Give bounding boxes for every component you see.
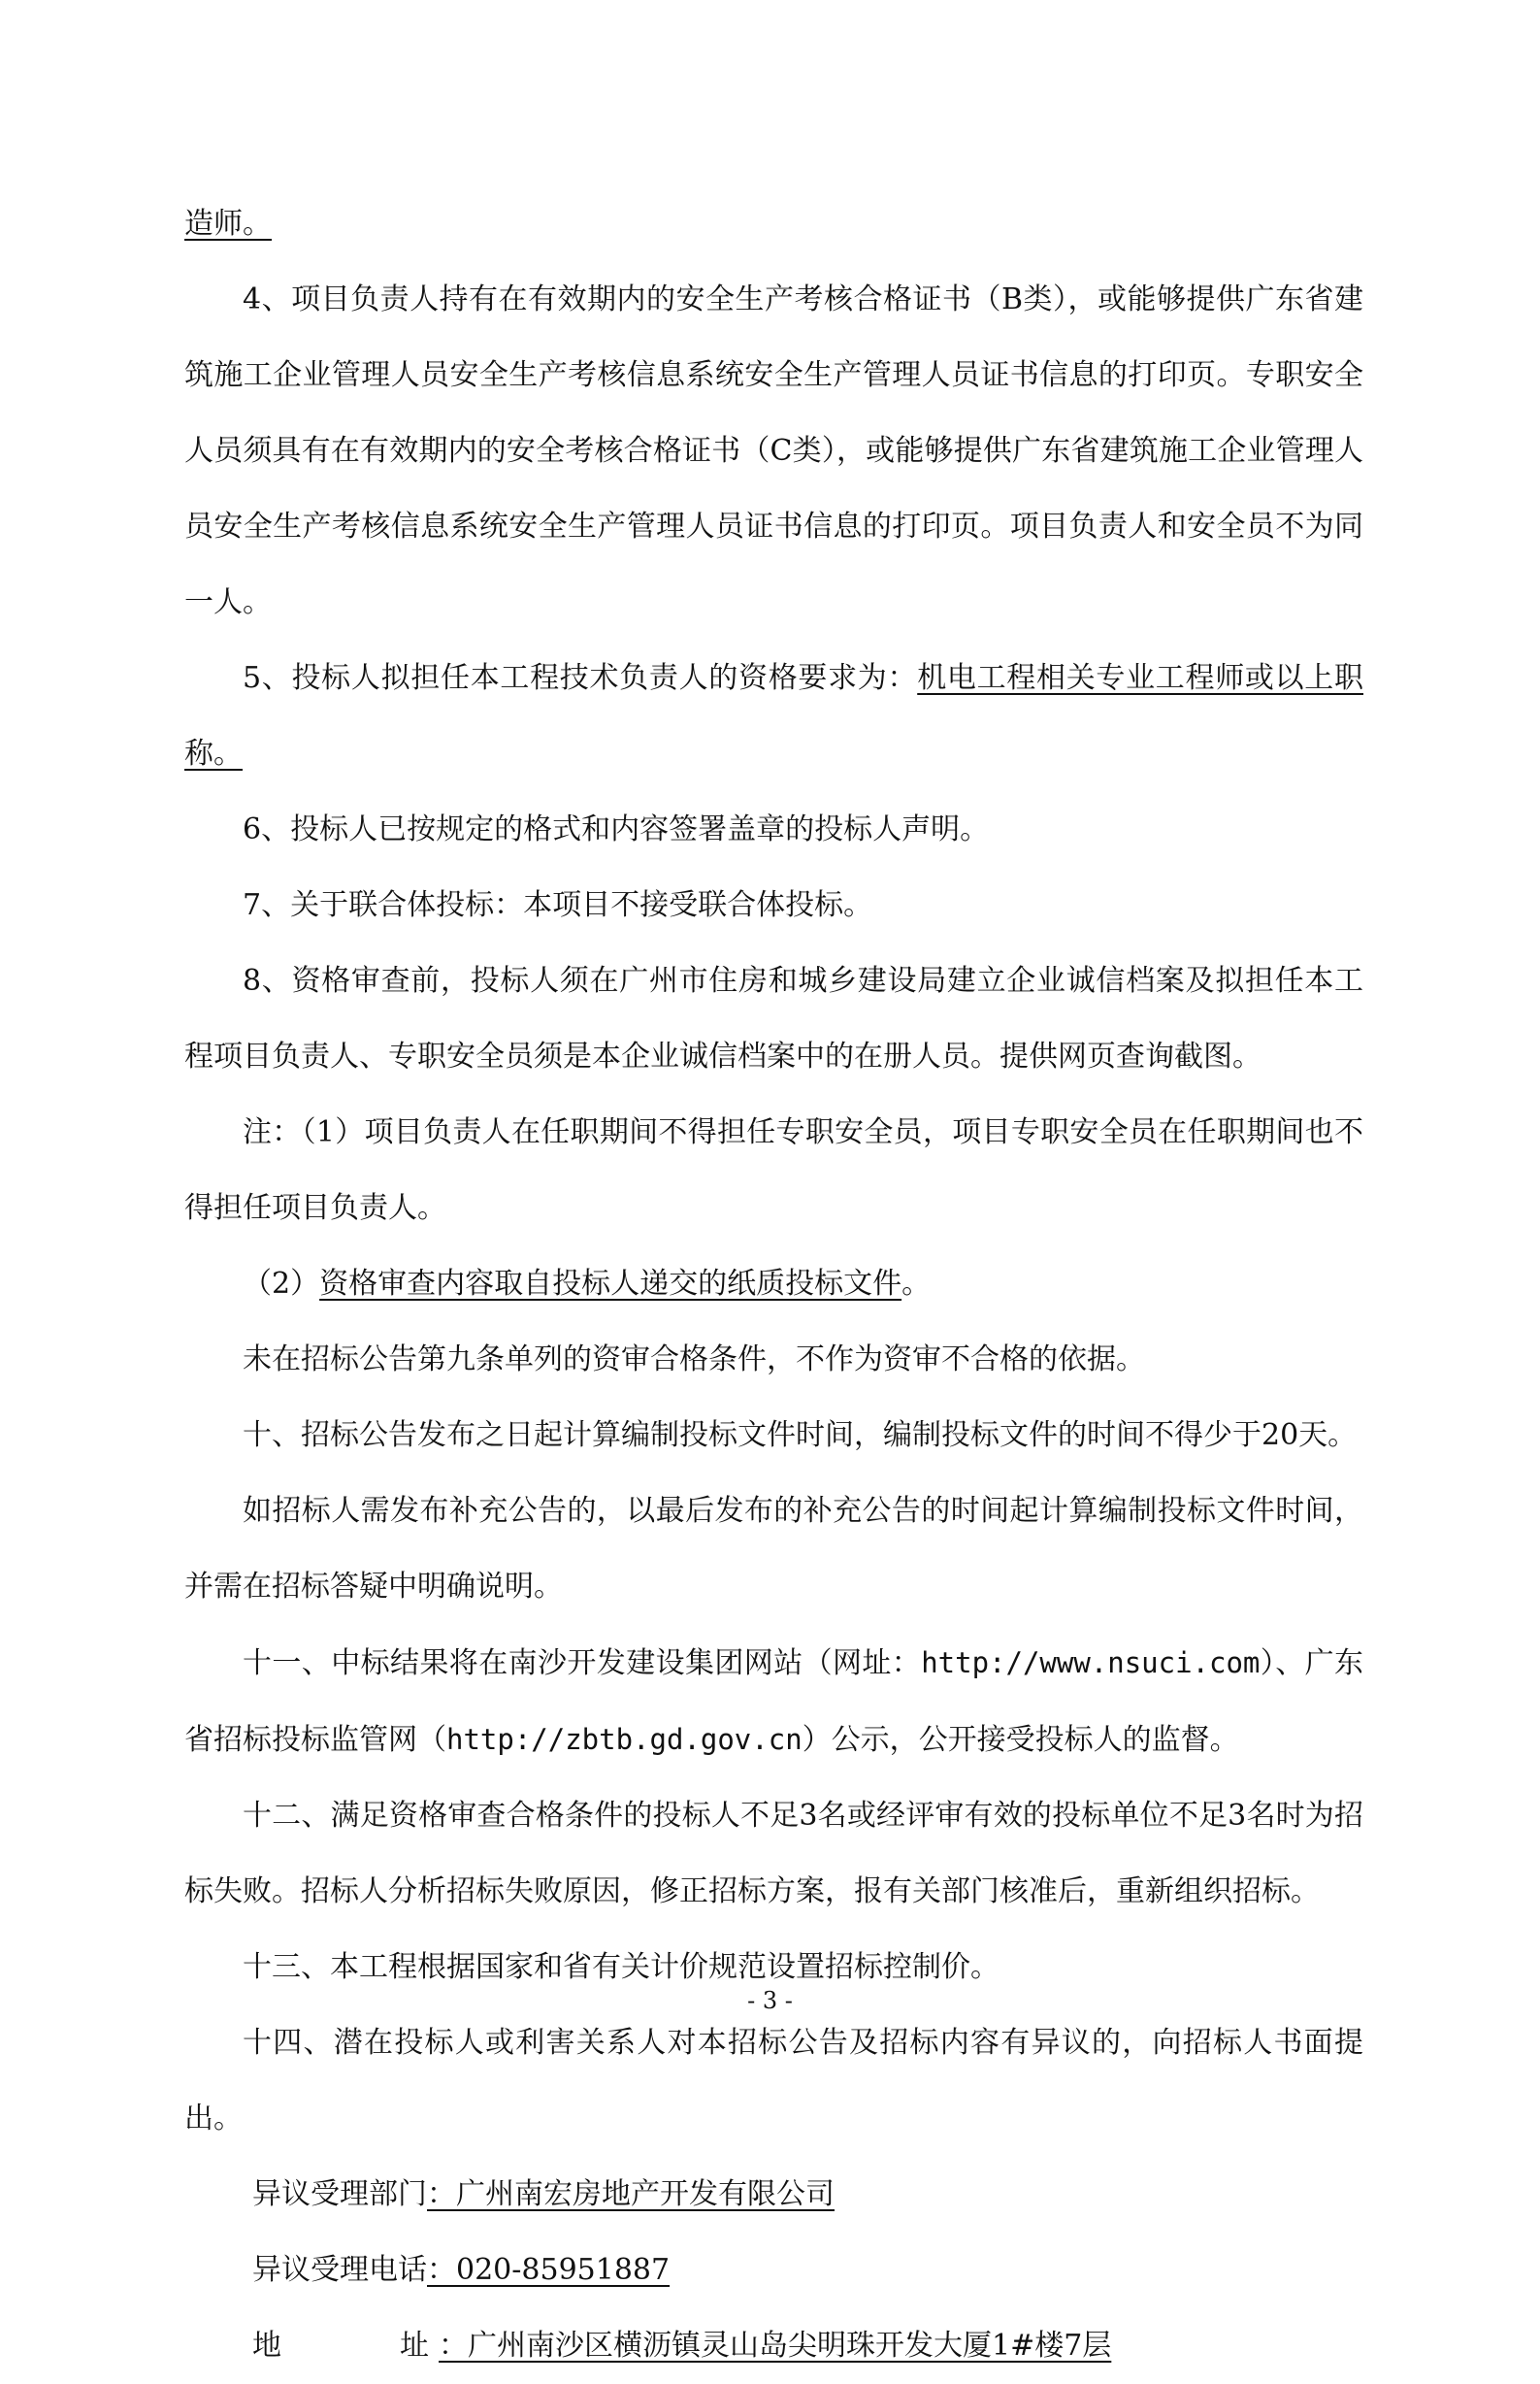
paragraph-section-13: 十三、本工程根据国家和省有关计价规范设置招标控制价。 <box>243 1950 999 1984</box>
department-value: ：广州南宏房地产开发有限公司 <box>427 2177 835 2211</box>
objection-department-row <box>184 2157 1363 2233</box>
item-5-text: 5、投标人拟担任本工程技术负责人的资格要求为： <box>243 661 918 695</box>
phone-label: 异议受理电话 <box>252 2253 427 2287</box>
paragraph-supplement-notice: 如招标人需发布补充公告的，以最后发布的补充公告的时间起计算编制投标文件时间，并需在招标答疑中明确说明。 <box>184 1494 1363 1604</box>
paragraph-note-1: 注：（1）项目负责人在任职期间不得担任专职安全员，项目专职安全员在任职期间也不得担任项目负责人。 <box>184 1115 1363 1225</box>
zbtb-url: http://zbtb.gd.gov.cn <box>446 1723 803 1756</box>
objection-phone-row <box>184 2233 1363 2308</box>
paragraph-item-7: 7、关于联合体投标：本项目不接受联合体投标。 <box>243 888 873 922</box>
paragraph-section-12: 十二、满足资格审查合格条件的投标人不足3名或经评审有效的投标单位不足3名时为招标失败。招标人分析招标失败原因，修正招标方案，报有关部门核准后，重新组织招标。 <box>184 1799 1363 1908</box>
note-2-suffix: 。 <box>901 1267 932 1301</box>
address-label-left: 地 <box>252 2329 281 2363</box>
section-11-text-b: ）、广东省招标投标监管网（ <box>184 1646 1364 1757</box>
objection-phone <box>252 2233 670 2308</box>
section-11-text-c: ）公示，公开接受投标人的监督。 <box>802 1723 1239 1757</box>
paragraph-section-14: 十四、潜在投标人或利害关系人对本招标公告及招标内容有异议的，向招标人书面提出。 <box>184 2026 1363 2136</box>
page-body <box>184 186 1363 2384</box>
address-value: ：广州南沙区横沥镇灵山岛尖明珠开发大厦1#楼7层 <box>439 2329 1112 2363</box>
objection-address-row <box>184 2308 1363 2384</box>
paragraph-item-6: 6、投标人已按规定的格式和内容签署盖章的投标人声明。 <box>243 812 990 846</box>
paragraph-item-8: 8、资格审查前，投标人须在广州市住房和城乡建设局建立企业诚信档案及拟担任本工程项目负责人、专职安全员须是本企业诚信档案中的在册人员。提供网页查询截图。 <box>184 964 1363 1074</box>
page-number: - 3 - <box>747 1987 793 2014</box>
department-label: 异议受理部门 <box>252 2177 427 2211</box>
nsuci-url: http://www.nsuci.com <box>921 1646 1261 1679</box>
address-label-right: 址 <box>400 2329 429 2363</box>
paragraph-section-10: 十、招标公告发布之日起计算编制投标文件时间，编制投标文件的时间不得少于20天。 <box>243 1418 1358 1452</box>
paragraph-qualification-note: 未在招标公告第九条单列的资审合格条件，不作为资审不合格的依据。 <box>243 1342 1145 1376</box>
paragraph-section-11 <box>184 1625 1363 1778</box>
paragraph-item-4: 4、项目负责人持有在有效期内的安全生产考核合格证书（B类），或能够提供广东省建筑施工企业管理人员安全生产考核信息系统安全生产管理人员证书信息的打印页。专职安全人员须具有在有效期内的安全考核合格证书（C类），或能够提供广东省建筑施工企业管理人员安全生产考核信息系统安全生产管理人员证书信息的打印页。项目负责人和安全员不为同一人。 <box>184 282 1363 619</box>
objection-department <box>252 2157 835 2233</box>
paragraph-item-5 <box>184 641 1363 792</box>
paragraph-continued <box>184 186 1363 262</box>
note-2-underlined: 资格审查内容取自投标人递交的纸质投标文件 <box>319 1267 902 1301</box>
section-11-text-a: 十一、中标结果将在南沙开发建设集团网站（网址： <box>243 1646 922 1680</box>
underlined-text: 造师。 <box>184 207 272 241</box>
paragraph-note-2 <box>184 1246 1363 1322</box>
phone-value: ：020-85951887 <box>427 2253 671 2287</box>
note-2-prefix: （2） <box>243 1267 320 1301</box>
item-5-requirement: 机电工程相关专业工程师或以上职称。 <box>184 661 1364 771</box>
